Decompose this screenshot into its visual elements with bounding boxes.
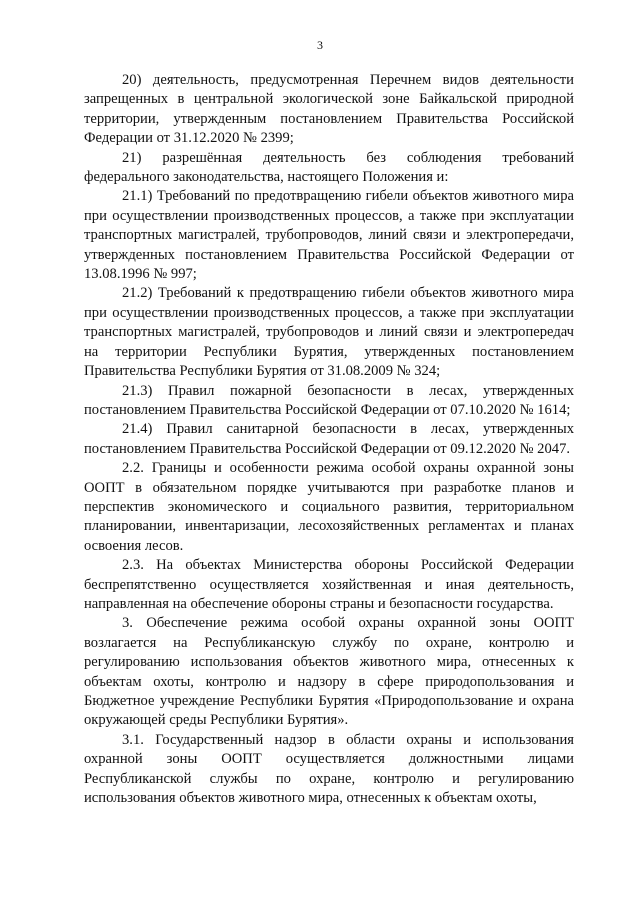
paragraph-2-2: 2.2. Границы и особенности режима особой охраны охранной зоны ООПТ в обязательном порядке учитываются при разработке планов и перспектив экономического и социального развития, территориальном планировании, инвентаризации, лесохозяйственных регламентах и планах освоения лесов. bbox=[84, 460, 574, 554]
page-number: 3 bbox=[317, 38, 323, 52]
paragraph-3-1: 3.1. Государственный надзор в области охраны и использования охранной зоны ООПТ осуществляется должностными лицами Республиканской службы по охране, контролю и регулированию использования объектов животного мира, отнесенных к объектам охоты, bbox=[84, 731, 574, 807]
paragraph-21-3: 21.3) Правил пожарной безопасности в лесах, утвержденных постановлением Правительства Российской Федерации от 07.10.2020 № 1614; bbox=[84, 382, 574, 418]
document-body bbox=[84, 71, 574, 808]
paragraph-20: 20) деятельность, предусмотренная Перечнем видов деятельности запрещенных в центральной экологической зоне Байкальской природной территории, утвержденным постановлением Правительства Российской Федерации от 31.12.2020 № 2399; bbox=[84, 72, 574, 147]
paragraph-21-4: 21.4) Правил санитарной безопасности в лесах, утвержденных постановлением Правительства Российской Федерации от 09.12.2020 № 2047. bbox=[84, 421, 574, 457]
paragraph-3: 3. Обеспечение режима особой охраны охранной зоны ООПТ возлагается на Республиканскую службу по охране, контролю и регулированию использования объектов животного мира, отнесенных к объектам охоты, контролю и надзору в сфере природопользования и Бюджетное учреждение Республики Бурятия «Природопользование и охрана окружающей среды Республики Бурятия». bbox=[84, 615, 574, 729]
paragraph-21-1: 21.1) Требований по предотвращению гибели объектов животного мира при осуществлении производственных процессов, а также при эксплуатации транспортных магистралей, трубопроводов, линий связи и электропередачи, утвержденных постановлением Правительства Российской Федерации от 13.08.1996 № 997; bbox=[84, 188, 574, 283]
paragraph-2-3: 2.3. На объектах Министерства обороны Российской Федерации беспрепятственно осуществляется хозяйственная и иная деятельность, направленная на обеспечение обороны страны и безопасности государства. bbox=[84, 557, 574, 612]
paragraph-21: 21) разрешённая деятельность без соблюдения требований федерального законодательства, настоящего Положения и: bbox=[84, 149, 574, 186]
paragraph-21-2: 21.2) Требований к предотвращению гибели объектов животного мира при осуществлении производственных процессов, а также при эксплуатации транспортных магистралей, трубопроводов и линий связи и электропередач на территории Республики Бурятия, утвержденных постановлением Правительства Республики Бурятия от 31.08.2009 № 324; bbox=[84, 285, 574, 380]
